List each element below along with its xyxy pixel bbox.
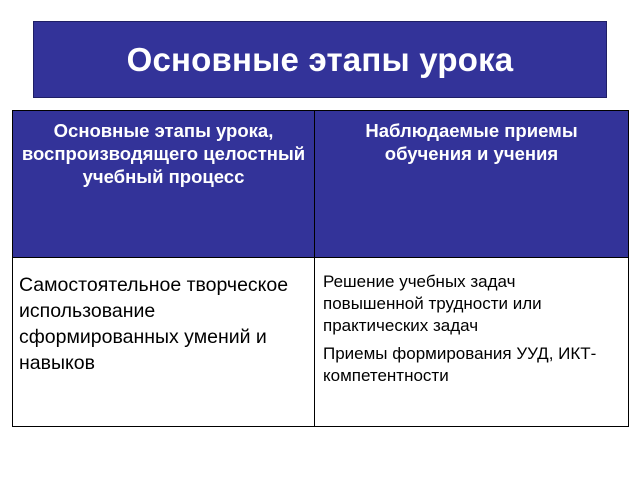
technique-item: Решение учебных задач повышенной трудности или практических задач — [323, 272, 542, 335]
stage-text: Самостоятельное творческое использование сформированных умений и навыков — [19, 274, 289, 374]
technique-item: Приемы формирования УУД, ИКТ-компетентности — [323, 344, 597, 385]
header-cell-techniques — [315, 111, 629, 258]
slide-title: Основные этапы урока — [126, 40, 514, 78]
cell-stage — [13, 258, 315, 427]
cell-techniques — [315, 258, 629, 427]
table-row — [13, 258, 629, 427]
table-header-row — [13, 111, 629, 258]
techniques-list — [315, 258, 628, 387]
header-label-techniques: Наблюдаемые приемы обучения и учения — [365, 120, 578, 164]
header-label-stages: Основные этапы урока, воспроизводящего целостный учебный процесс — [21, 120, 306, 187]
title-banner — [33, 21, 607, 98]
header-cell-stages — [13, 111, 315, 258]
stages-table — [12, 110, 629, 427]
